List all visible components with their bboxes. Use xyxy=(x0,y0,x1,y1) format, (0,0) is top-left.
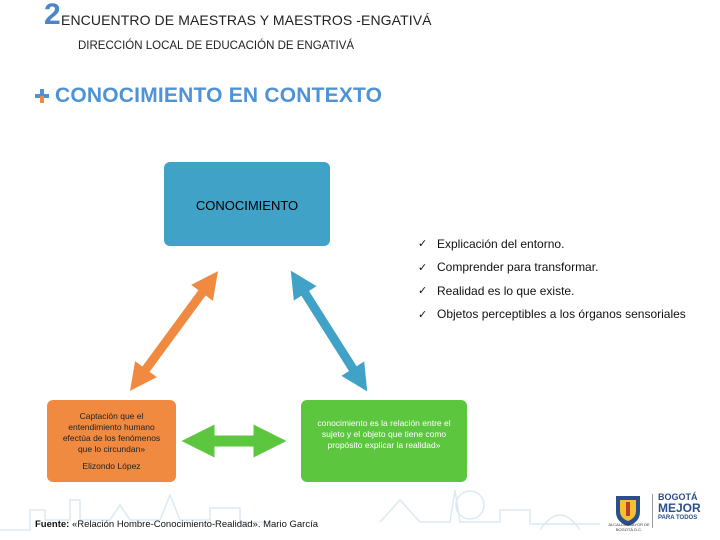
list-item xyxy=(418,256,686,280)
arrow-left-double xyxy=(138,282,210,380)
list-item-text: Realidad es lo que existe. xyxy=(437,283,575,298)
encounter-number: 2 xyxy=(44,0,61,31)
bogota-mejor-logo xyxy=(658,492,710,532)
list-item-text: Objetos perceptibles a los órganos sensoriales xyxy=(437,307,686,322)
checkmark-icon: ✓ xyxy=(418,308,428,321)
seal-caption: ALCALDÍA MAYOR DE BOGOTÁ D.C. xyxy=(608,522,650,532)
knowledge-box: CONOCIMIENTO xyxy=(164,162,330,246)
list-item xyxy=(418,279,686,303)
page-subtitle: DIRECCIÓN LOCAL DE EDUCACIÓN DE ENGATIVÁ xyxy=(78,40,355,52)
logo-line-2: MEJOR xyxy=(658,501,701,515)
characteristics-list xyxy=(418,232,686,326)
source-citation xyxy=(35,519,318,530)
source-label: Fuente: xyxy=(35,519,70,530)
definition-left-text: Captación que el entendimiento humano efectúa de los fenómenos que lo circundan» xyxy=(62,410,161,454)
checkmark-icon: ✓ xyxy=(418,238,428,251)
section-title: CONOCIMIENTO EN CONTEXTO xyxy=(55,84,383,107)
arrow-right-double xyxy=(298,282,360,380)
page-title: ENCUENTRO DE MAESTRAS Y MAESTROS -ENGATIVÁ xyxy=(61,12,432,28)
logo-line-1: BOGOTÁ xyxy=(658,492,698,502)
list-item xyxy=(418,303,686,327)
list-item xyxy=(418,232,686,256)
checkmark-icon: ✓ xyxy=(418,261,428,274)
logo-line-3: PARA TODOS xyxy=(658,515,698,521)
list-item-text: Explicación del entorno. xyxy=(437,236,565,251)
logo-divider xyxy=(652,494,653,528)
definition-left-author: Elizondo López xyxy=(82,460,141,471)
definition-box-left xyxy=(47,400,176,482)
definition-box-right: conocimiento es la relación entre el sujeto y el objeto que tiene como propósito explicar la realidad» xyxy=(301,400,467,482)
source-text: «Relación Hombre-Conocimiento-Realidad». Mario García xyxy=(69,519,319,530)
list-item-text: Comprender para transformar. xyxy=(437,260,599,275)
checkmark-icon: ✓ xyxy=(418,285,428,298)
